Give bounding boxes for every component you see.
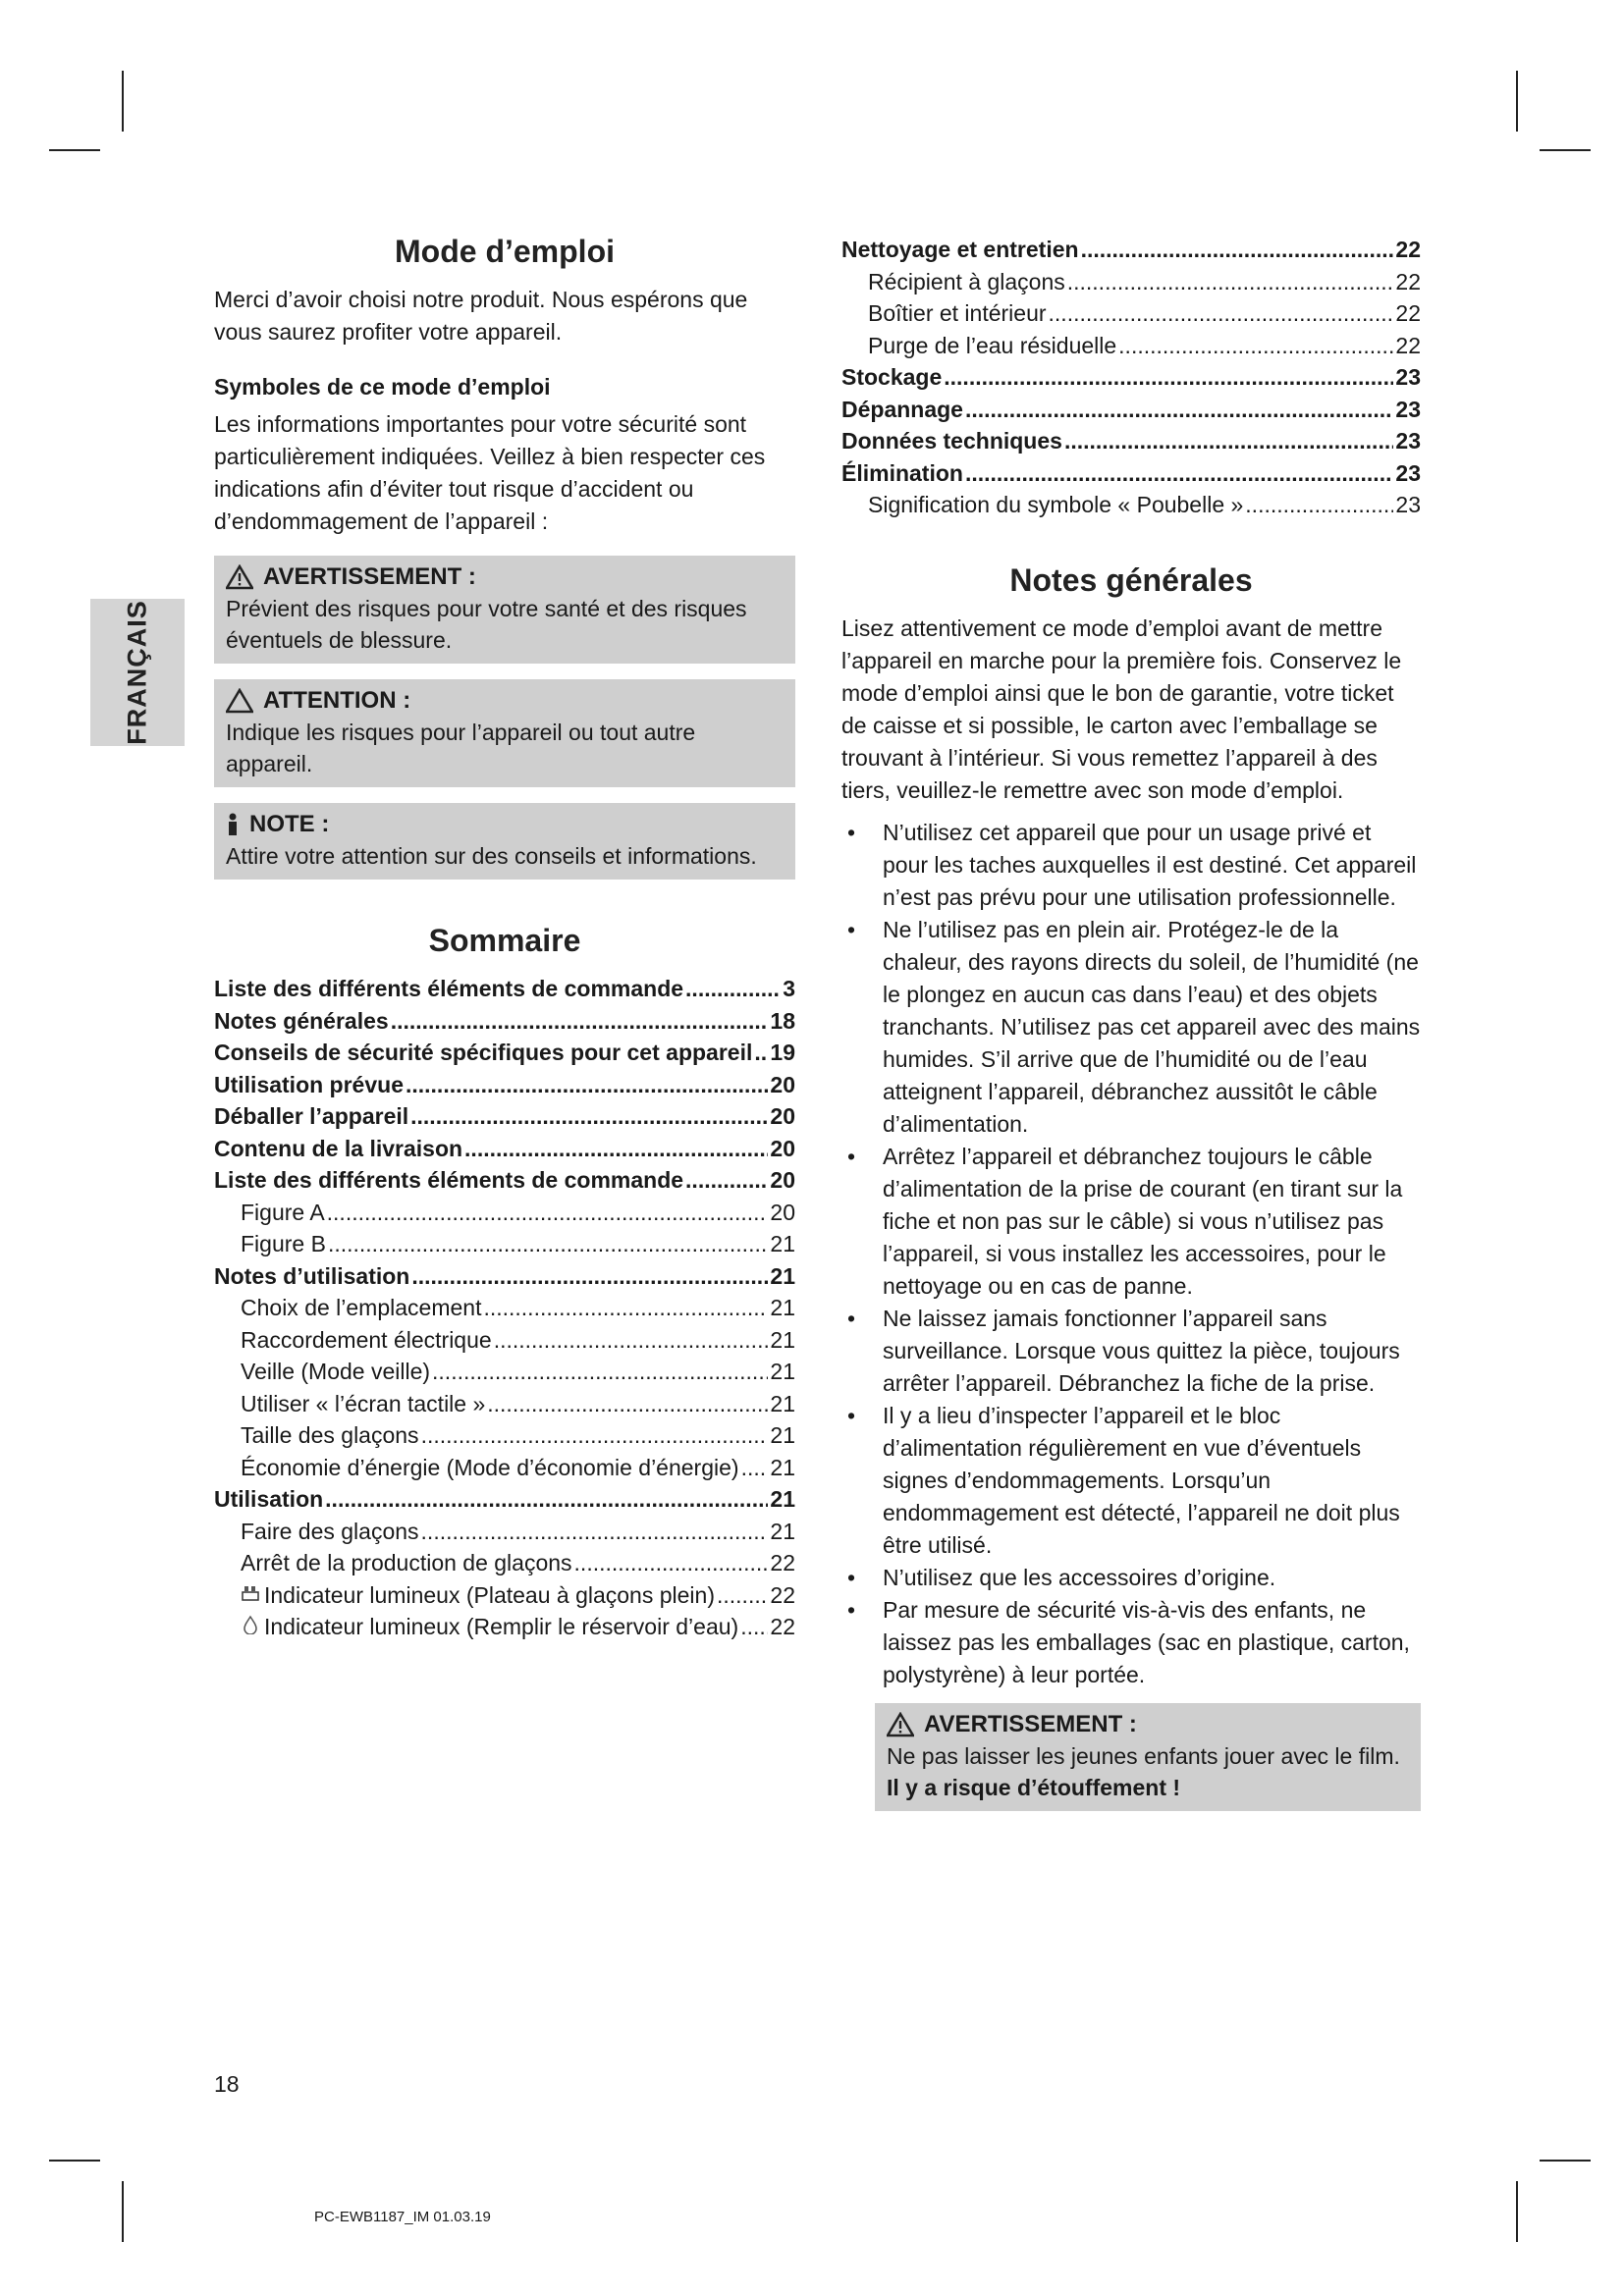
toc-entry-text: Figure B [241, 1231, 326, 1256]
toc-entry-page: 22 [1395, 300, 1421, 326]
crop-mark [1516, 2181, 1518, 2242]
crop-mark [122, 71, 124, 132]
warning-box [214, 556, 795, 664]
toc-entry-page: 20 [770, 1135, 795, 1161]
list-item: • N’utilisez cet appareil que pour un usage privé et pour les taches auxquelles il est destiné. Cet appareil n’est pas prévu pour une utilisation professionnelle. [841, 817, 1421, 914]
toc-entry-page: 20 [770, 1199, 795, 1225]
toc-entry-page: 21 [770, 1518, 795, 1544]
toc-subentry[interactable] [214, 1516, 795, 1548]
toc-entry-text: Économie d’énergie (Mode d’économie d’énergie) [241, 1454, 739, 1480]
symbols-text: Les informations importantes pour votre sécurité sont particulièrement indiquées. Veillez à bien respecter ces indications afin d’éviter tout risque d’accident ou d’endommagement de l’appareil : [214, 411, 766, 534]
warning-title: AVERTISSEMENT : [924, 1710, 1137, 1737]
toc-entry-page: 21 [770, 1454, 795, 1480]
toc-entry[interactable] [214, 1483, 795, 1516]
toc-entry[interactable] [214, 1037, 795, 1069]
toc-entry-text: Utilisation [214, 1486, 324, 1512]
toc-subentry[interactable] [214, 1547, 795, 1579]
toc-subentry[interactable] [214, 1324, 795, 1357]
toc-entry-page: 21 [770, 1390, 795, 1416]
attention-body: Indique les risques pour l’appareil ou tout autre appareil. [226, 720, 696, 776]
film-warning-box [875, 1703, 1421, 1811]
toc-entry-text: Contenu de la livraison [214, 1135, 463, 1161]
list-item: • Par mesure de sécurité vis-à-vis des enfants, ne laissez pas les emballages (sac en plastique, carton, polystyrène) à leur portée. [841, 1594, 1421, 1691]
attention-title-row [226, 685, 784, 717]
toc-list-continued [841, 234, 1421, 521]
toc-subentry[interactable] [841, 266, 1421, 298]
note-body: Attire votre attention sur des conseils et informations. [226, 843, 757, 869]
list-item: • Il y a lieu d’inspecter l’appareil et le bloc d’alimentation régulièrement en vue d’éventuels signes d’endommagements. Lorsqu’un endommagement est détecté, l’appareil ne doit plus être utilisé. [841, 1400, 1421, 1562]
page-title: Mode d’emploi [395, 234, 615, 269]
crop-mark [1540, 149, 1591, 151]
note-title: NOTE : [249, 811, 330, 837]
toc-subentry[interactable] [214, 1228, 795, 1260]
list-item: • N’utilisez que les accessoires d’origine. [841, 1562, 1421, 1594]
toc-entry-page: 22 [770, 1550, 795, 1575]
warning-body: Prévient des risques pour votre santé et des risques éventuels de blessure. [226, 596, 747, 653]
toc-subentry[interactable] [214, 1419, 795, 1452]
toc-entry-text: Raccordement électrique [241, 1326, 492, 1353]
toc-entry[interactable] [214, 1133, 795, 1165]
toc-entry-text: Faire des glaçons [241, 1518, 419, 1544]
notes-intro: Lisez attentivement ce mode d’emploi avant de mettre l’appareil en marche pour la première fois. Conservez le mode d’emploi ainsi que le bon de garantie, votre ticket de caisse et si possible, le carton avec l’emballage se trouvant à l’intérieur. Si vous remettez l’appareil à des tiers, veuillez-le remettre avec son mode d’emploi. [841, 614, 1402, 803]
toc-entry[interactable] [214, 1069, 795, 1101]
symbols-heading: Symboles de ce mode d’emploi [214, 374, 551, 400]
toc-entry-text: Figure A [241, 1199, 325, 1225]
crop-mark [1516, 71, 1518, 132]
info-icon [226, 812, 240, 837]
toc-entry-page: 22 [1395, 268, 1421, 294]
toc-subentry[interactable] [214, 1292, 795, 1324]
toc-entry[interactable] [841, 425, 1421, 457]
warning-title-row [226, 561, 784, 593]
toc-entry-page: 23 [1395, 364, 1421, 390]
toc-entry-page: 21 [770, 1326, 795, 1353]
toc-subentry[interactable] [214, 1356, 795, 1388]
toc-entry-page: 22 [1395, 237, 1421, 262]
toc-entry-text: Utiliser « l’écran tactile » [241, 1390, 486, 1416]
toc-entry-page: 21 [770, 1422, 795, 1448]
toc-subentry[interactable] [214, 1452, 795, 1484]
toc-entry-page: 21 [770, 1231, 795, 1256]
toc-entry[interactable] [214, 1005, 795, 1038]
toc-entry-text: Taille des glaçons [241, 1422, 419, 1448]
warning-triangle-icon [887, 1712, 914, 1737]
toc-entry-page: 19 [770, 1040, 795, 1065]
crop-mark [49, 149, 100, 151]
toc-entry-page: 21 [770, 1486, 795, 1512]
attention-title: ATTENTION : [263, 687, 411, 714]
toc-entry-text: Indicateur lumineux (Plateau à glaçons plein) [264, 1581, 715, 1608]
page-number: 18 [214, 2071, 240, 2097]
toc-entry-text: Utilisation prévue [214, 1071, 404, 1097]
list-item: • Arrêtez l’appareil et débranchez toujours le câble d’alimentation de la prise de courant (en tirant sur la fiche et non pas sur le câble) si vous n’utilisez pas l’appareil, si vous installez les accessoires, pour le nettoyage ou en cas de panne. [841, 1141, 1421, 1303]
note-title-row [226, 809, 784, 840]
list-item: • Ne l’utilisez pas en plein air. Protégez-le de la chaleur, des rayons directs du soleil, de l’humidité (ne le plongez en aucun cas dans l’eau) et des objets tranchants. N’utilisez pas cet appareil avec des mains humides. S’il arrive que de l’humidité ou de l’eau atteignent l’appareil, débranchez aussitôt le câble d’alimentation. [841, 914, 1421, 1141]
crop-mark [122, 2181, 124, 2242]
toc-entry-page: 23 [1395, 396, 1421, 422]
water-tank-icon [241, 1611, 260, 1630]
warning-emphasis: Il y a risque d’étouffement ! [887, 1774, 1181, 1800]
toc-entry-text: Conseils de sécurité spécifiques pour cet appareil [214, 1040, 753, 1065]
toc-entry-text: Récipient à glaçons [868, 268, 1065, 294]
toc-entry[interactable] [214, 1260, 795, 1293]
language-side-tab [90, 599, 185, 746]
toc-entry-page: 21 [770, 1359, 795, 1384]
toc-entry-text: Veille (Mode veille) [241, 1359, 431, 1384]
toc-subentry[interactable] [214, 1197, 795, 1229]
ice-tray-icon [241, 1579, 260, 1599]
warning-title-row [887, 1709, 1409, 1740]
toc-entry-page: 21 [770, 1295, 795, 1320]
toc-entry-page: 20 [770, 1167, 795, 1193]
toc-entry-text: Déballer l’appareil [214, 1103, 409, 1129]
warning-body: Ne pas laisser les jeunes enfants jouer avec le film. [887, 1742, 1400, 1769]
toc-entry[interactable] [841, 457, 1421, 490]
toc-entry-text: Signification du symbole « Poubelle » [868, 492, 1244, 517]
toc-entry-page: 21 [770, 1262, 795, 1289]
intro-text: Merci d’avoir choisi notre produit. Nous espérons que vous saurez profiter votre appareil. [214, 287, 748, 345]
toc-entry-text: Nettoyage et entretien [841, 237, 1079, 262]
toc-entry-page: 3 [783, 976, 795, 1001]
toc-entry-text: Arrêt de la production de glaçons [241, 1550, 572, 1575]
toc-entry-text: Choix de l’emplacement [241, 1295, 482, 1320]
toc-entry-text: Notes générales [214, 1007, 389, 1034]
toc-subentry[interactable] [841, 330, 1421, 362]
language-label: FRANÇAIS [122, 600, 152, 745]
toc-entry[interactable] [841, 234, 1421, 266]
toc-entry-page: 22 [770, 1581, 795, 1608]
toc-entry-page: 20 [770, 1071, 795, 1097]
warning-title: AVERTISSEMENT : [263, 563, 476, 590]
toc-entry-text: Données techniques [841, 428, 1062, 454]
toc-subentry[interactable] [214, 1579, 795, 1612]
toc-entry[interactable] [841, 361, 1421, 394]
toc-entry-page: 18 [770, 1007, 795, 1034]
toc-entry[interactable] [214, 973, 795, 1005]
toc-entry-page: 22 [1395, 332, 1421, 358]
toc-entry-page: 23 [1395, 459, 1421, 486]
toc-entry[interactable] [214, 1100, 795, 1133]
toc-subentry[interactable] [214, 1611, 795, 1643]
toc-entry-text: Boîtier et intérieur [868, 300, 1047, 326]
toc-entry-text: Notes d’utilisation [214, 1262, 410, 1289]
toc-subentry[interactable] [214, 1388, 795, 1420]
toc-entry-page: 23 [1395, 492, 1421, 517]
toc-entry-text: Liste des différents éléments de commande [214, 1167, 684, 1193]
caution-triangle-icon [226, 688, 253, 714]
safety-list [841, 817, 1421, 1691]
toc-entry-page: 22 [770, 1614, 795, 1639]
attention-box [214, 679, 795, 787]
toc-entry-page: 23 [1395, 428, 1421, 454]
note-box [214, 803, 795, 880]
warning-triangle-icon [226, 564, 253, 590]
list-item: • Ne laissez jamais fonctionner l’appareil sans surveillance. Lorsque vous quittez la pièce, toujours arrêter l’appareil. Débranchez la fiche de la prise. [841, 1303, 1421, 1400]
toc-subentry[interactable] [841, 489, 1421, 521]
crop-mark [49, 2160, 100, 2162]
right-column [841, 234, 1421, 1811]
toc-subentry[interactable] [841, 297, 1421, 330]
toc-entry[interactable] [214, 1164, 795, 1197]
crop-mark [1540, 2160, 1591, 2162]
toc-entry-text: Purge de l’eau résiduelle [868, 332, 1117, 358]
notes-title: Notes générales [1009, 561, 1253, 598]
toc-entry-text: Liste des différents éléments de commande [214, 976, 684, 1001]
toc-title: Sommaire [428, 923, 581, 958]
left-column [214, 234, 795, 1643]
toc-entry-text: Indicateur lumineux (Remplir le réservoir d’eau) [264, 1614, 739, 1639]
toc-entry[interactable] [841, 394, 1421, 426]
toc-entry-text: Stockage [841, 364, 943, 390]
document-code: PC-EWB1187_IM 01.03.19 [314, 2209, 491, 2225]
toc-entry-text: Dépannage [841, 396, 963, 422]
toc-list [214, 973, 795, 1643]
toc-entry-text: Élimination [841, 459, 963, 486]
toc-entry-page: 20 [770, 1103, 795, 1129]
